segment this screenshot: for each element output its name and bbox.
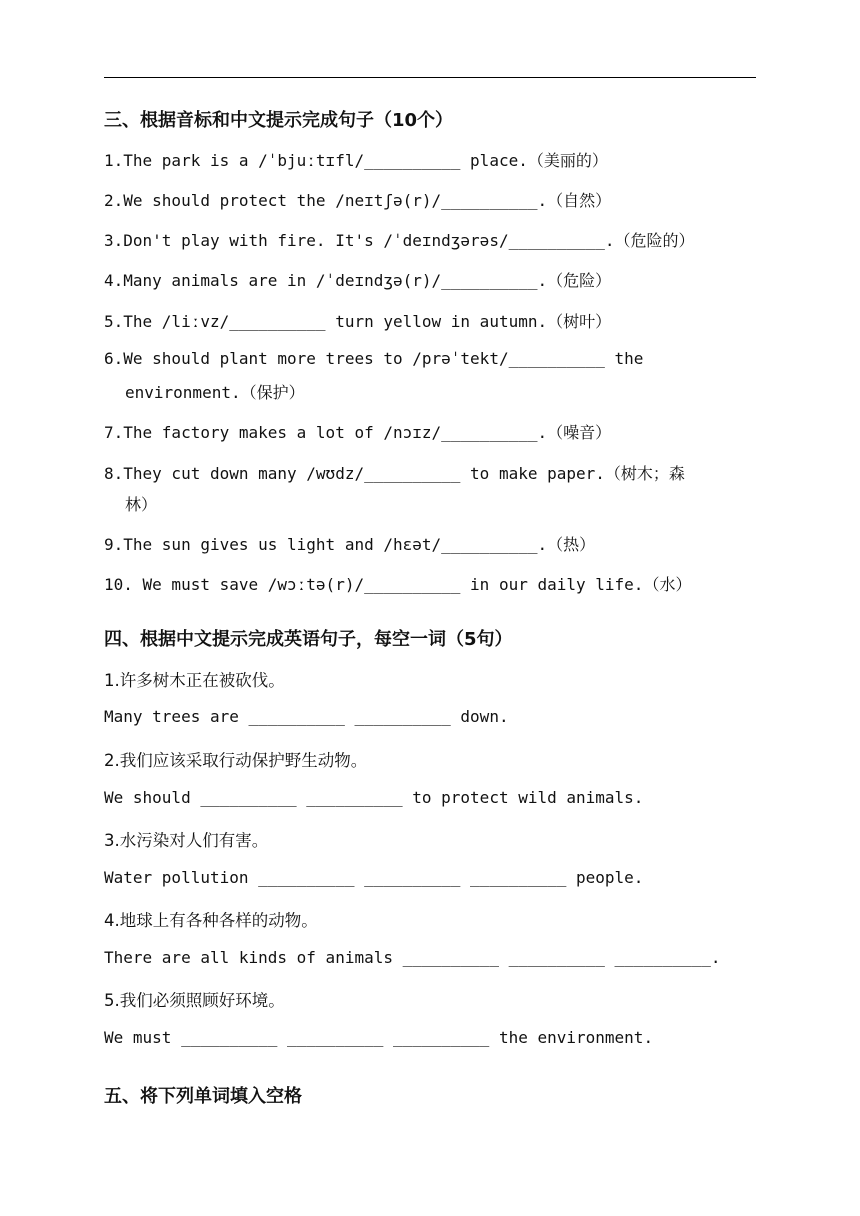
s3-item-7: 7.The factory makes a lot of /nɔɪz/__________.（噪音） [104, 423, 612, 442]
s4-prompt-3: 3.水污染对人们有害。 [104, 831, 269, 850]
s4-answer-1: Many trees are __________ __________ down. [104, 707, 509, 726]
s4-prompt-1: 1.许多树木正在被砍伐。 [104, 671, 285, 690]
s3-item-1: 1.The park is a /ˈbjuːtɪfl/__________ place.（美丽的） [104, 151, 608, 170]
s4-answer-5: We must __________ __________ __________ the environment. [104, 1028, 654, 1047]
s4-answer-4: There are all kinds of animals __________ __________ __________. [104, 948, 721, 967]
s3-item-8-cont: 林） [125, 495, 158, 514]
s4-answer-3: Water pollution __________ __________ __________ people. [104, 868, 644, 887]
s4-prompt-2: 2.我们应该采取行动保护野生动物。 [104, 751, 368, 770]
s3-item-10: 10. We must save /wɔːtə(r)/__________ in our daily life.（水） [104, 575, 692, 594]
s4-prompt-4: 4.地球上有各种各样的动物。 [104, 911, 318, 930]
section-3-heading: 三、根据音标和中文提示完成句子（10个） [104, 110, 454, 131]
s4-prompt-5: 5.我们必须照顾好环境。 [104, 991, 285, 1010]
s4-answer-2: We should __________ __________ to protect wild animals. [104, 788, 644, 807]
s3-item-4: 4.Many animals are in /ˈdeɪndʒə(r)/__________.（危险） [104, 271, 612, 290]
header-rule [104, 77, 756, 78]
s3-item-6-cont: environment.（保护） [125, 383, 305, 402]
s3-item-6: 6.We should plant more trees to /prəˈtekt/__________ the [104, 349, 644, 368]
s3-item-9: 9.The sun gives us light and /hɛət/__________.（热） [104, 535, 596, 554]
s3-item-2: 2.We should protect the /neɪtʃə(r)/__________.（自然） [104, 191, 612, 210]
section-4-heading: 四、根据中文提示完成英语句子，每空一词（5句） [104, 629, 513, 650]
s3-item-5: 5.The /liːvz/__________ turn yellow in autumn.（树叶） [104, 312, 612, 331]
s3-item-8: 8.They cut down many /wʊdz/__________ to make paper.（树木；森 [104, 464, 685, 483]
s3-item-3: 3.Don't play with fire. It's /ˈdeɪndʒərəs/__________.（危险的） [104, 231, 695, 250]
section-5-heading: 五、将下列单词填入空格 [104, 1086, 302, 1107]
